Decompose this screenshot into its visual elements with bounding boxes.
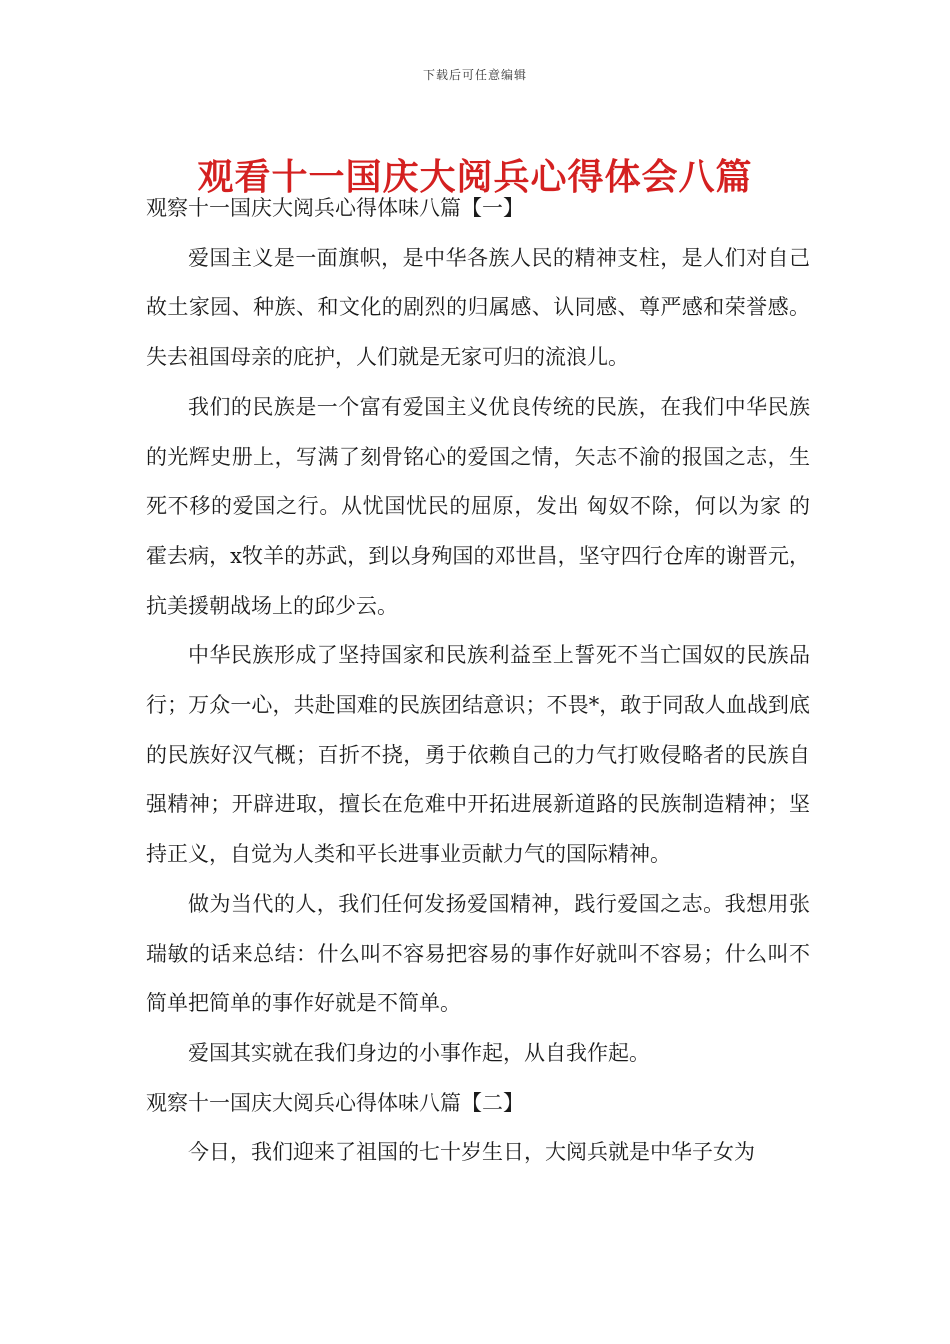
paragraph: 做为当代的人，我们任何发扬爱国精神，践行爱国之志。我想用张瑞敏的话来总结：什么叫不容易把容易的事作好就叫不容易；什么叫不简单把简单的事作好就是不简单。 [146, 891, 810, 1016]
section-heading-1: 观察十一国庆大阅兵心得体味八篇【一】 [146, 196, 524, 220]
paragraph: 爱国其实就在我们身边的小事作起，从自我作起。 [188, 1040, 650, 1065]
section-heading-2: 观察十一国庆大阅兵心得体味八篇【二】 [146, 1090, 524, 1115]
paragraph: 中华民族形成了坚持国家和民族利益至上誓死不当亡国奴的民族品行；万众一心，共赴国难的民族团结意识；不畏*，敢于同敌人血战到底的民族好汉气概；百折不挠，勇于依赖自己的力气打败侵略者的民族自强精神；开辟进取，擅长在危难中开拓进展新道路的民族制造精神；坚持正义，自觉为人类和平长进事业贡献力气的国际精神。 [146, 643, 810, 867]
header-note: 下载后可任意编辑 [422, 68, 527, 82]
paragraph: 我们的民族是一个富有爱国主义优良传统的民族，在我们中华民族的光辉史册上，写满了刻骨铭心的爱国之情，矢志不渝的报国之志，生死不移的爱国之行。从忧国忧民的屈原，发出 匈奴不除，何以为家 的霍去病，x牧羊的苏武，到以身殉国的邓世昌，坚守四行仓库的谢晋元，抗美援朝战场上的邱少云。 [146, 394, 810, 618]
paragraph: 爱国主义是一面旗帜，是中华各族人民的精神支柱，是人们对自己故土家园、种族、和文化的剧烈的归属感、认同感、尊严感和荣誉感。失去祖国母亲的庇护，人们就是无家可归的流浪儿。 [146, 245, 810, 370]
paragraph: 今日，我们迎来了祖国的七十岁生日，大阅兵就是中华子女为 [188, 1140, 755, 1165]
document-body [146, 184, 810, 1178]
document-title: 观看十一国庆大阅兵心得体会八篇 [197, 156, 753, 199]
